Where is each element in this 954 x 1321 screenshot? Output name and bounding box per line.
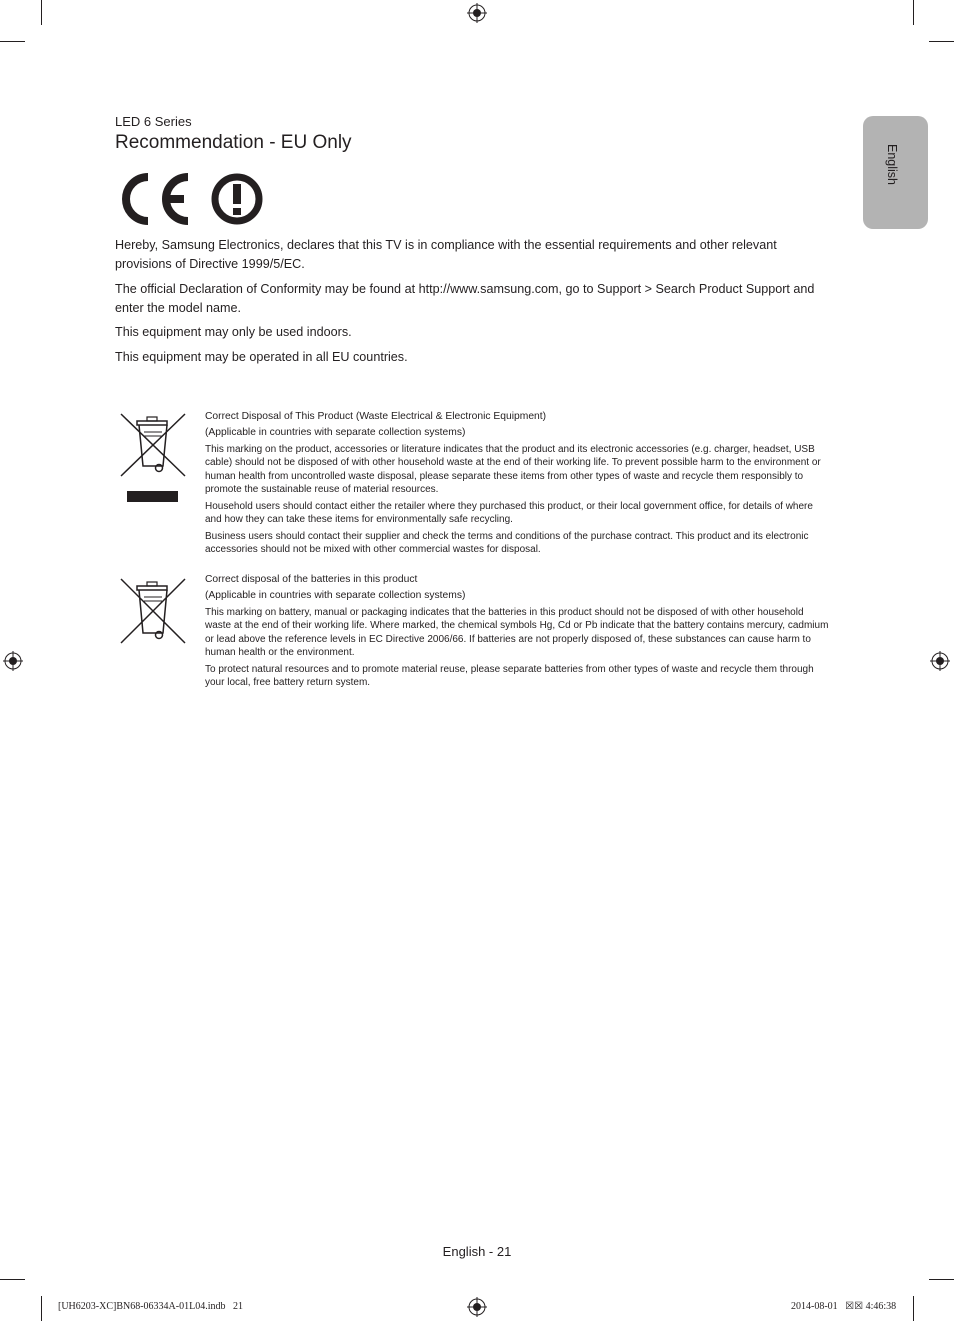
crop-mark (929, 1279, 954, 1280)
battery-paragraph: This marking on battery, manual or packaging indicates that the batteries in this product should not be disposed of with other household waste at the end of their working life. Where marked, the chemical symbols Hg, Cd or Pb indicate that the battery contains mercury, cadmium or lead above the reference levels in EC Directive 2006/66. If batteries are not properly disposed of, these substances can cause harm to human health or the environment. (205, 606, 829, 659)
language-tab (863, 116, 928, 229)
battery-heading: Correct disposal of the batteries in this product (205, 574, 418, 585)
print-slug-file: [UH6203-XC]BN68-06334A-01L04.indb 21 (58, 1301, 243, 1312)
crop-mark (913, 1296, 914, 1321)
crop-mark (41, 1296, 42, 1321)
eu-operation-paragraph: This equipment may be operated in all EU countries. (115, 350, 408, 364)
declaration-paragraph: The official Declaration of Conformity may be found at http://www.samsung.com, go to Support > Search Product Support and enter the model name. (115, 282, 815, 315)
registration-mark-icon (467, 3, 487, 23)
disposal-subheading: (Applicable in countries with separate collection systems) (205, 427, 466, 439)
crop-mark (41, 0, 42, 25)
registration-mark-icon (930, 651, 950, 671)
disposal-section (205, 410, 830, 560)
disposal-paragraph: Business users should contact their supplier and check the terms and conditions of the purchase contract. This product and its electronic accessories should not be mixed with other commercial wastes for disposal. (205, 530, 809, 556)
crop-mark (0, 1279, 25, 1280)
crossed-bin-icon (119, 412, 187, 504)
battery-section (205, 573, 830, 693)
crop-mark (913, 0, 914, 25)
page-number: English - 21 (442, 1244, 512, 1259)
crossed-bin-icon (119, 577, 187, 647)
ce-mark-icon (114, 173, 192, 225)
disposal-paragraph: This marking on the product, accessories or literature indicates that the product and its electronic accessories (e.g. charger, headset, USB cable) should not be disposed of with other household waste at the end of their working life. To prevent possible harm to the environment or human health from uncontrolled waste disposal, please separate these items from other types of waste and recycle them responsibly to promote the sustainable reuse of material resources. (205, 443, 821, 496)
crop-mark (0, 41, 25, 42)
registration-mark-icon (3, 651, 23, 671)
battery-paragraph: To protect natural resources and to promote material reuse, please separate batteries from other types of waste and recycle them through your local, free battery return system. (205, 663, 814, 689)
class2-alert-icon (211, 173, 263, 225)
battery-subheading: (Applicable in countries with separate collection systems) (205, 590, 466, 602)
disposal-paragraph: Household users should contact either the retailer where they purchased this product, or their local government office, for details of where and how they can take these items for environmentally safe recycling. (205, 500, 813, 526)
compliance-paragraph: Hereby, Samsung Electronics, declares that this TV is in compliance with the essential requirements and other relevant provisions of Directive 1999/5/EC. (115, 238, 777, 271)
registration-mark-icon (467, 1297, 487, 1317)
series-label: LED 6 Series (115, 114, 192, 129)
page-title: Recommendation - EU Only (115, 132, 352, 153)
print-slug-timestamp: 2014-08-01 ☒☒ 4:46:38 (791, 1301, 897, 1312)
language-tab-label: English (885, 144, 899, 185)
disposal-heading: Correct Disposal of This Product (Waste Electrical & Electronic Equipment) (205, 411, 547, 422)
indoor-use-paragraph: This equipment may only be used indoors. (115, 325, 352, 339)
crop-mark (929, 41, 954, 42)
